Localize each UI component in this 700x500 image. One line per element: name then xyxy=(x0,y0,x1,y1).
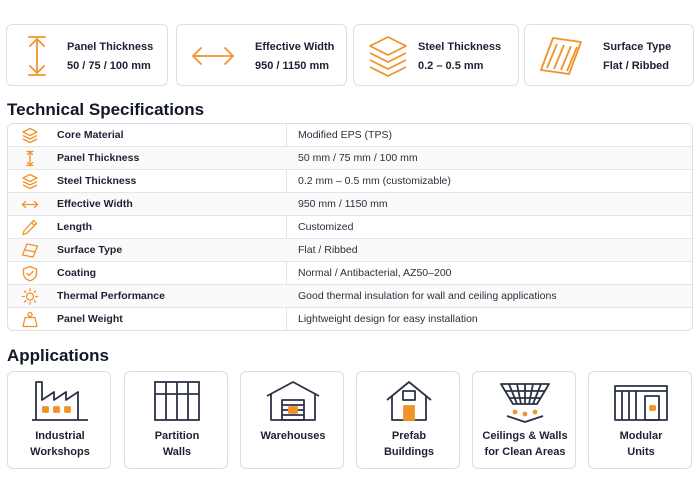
spec-label: Length xyxy=(57,221,92,233)
horizontal-width-arrow-icon xyxy=(189,32,237,80)
table-row xyxy=(8,170,693,193)
application-label: Walls xyxy=(162,446,192,458)
spec-label: Coating xyxy=(57,267,97,279)
table-row xyxy=(8,308,693,331)
vertical-thickness-arrow-icon xyxy=(13,32,61,80)
spec-label: Core Material xyxy=(57,129,124,141)
spec-label: Steel Thickness xyxy=(57,175,137,187)
spec-value: Customized xyxy=(298,221,354,233)
table-row xyxy=(8,193,693,216)
application-label: Partition xyxy=(154,430,200,442)
feature-title: Effective Width xyxy=(255,41,335,53)
width-arrow-icon xyxy=(21,196,39,213)
feature-cards xyxy=(6,24,694,86)
spec-label: Panel Thickness xyxy=(57,152,140,164)
specs-heading: Technical Specifications xyxy=(7,100,205,119)
ribbed-panel-icon xyxy=(537,32,585,80)
feature-value: 950 / 1150 mm xyxy=(255,60,330,72)
partition-wall-icon xyxy=(147,378,207,424)
feature-value: Flat / Ribbed xyxy=(603,60,669,72)
application-card-prefab-buildings xyxy=(356,371,460,469)
spec-value: 50 mm / 75 mm / 100 mm xyxy=(298,152,418,164)
table-row xyxy=(8,124,693,147)
application-label: Prefab xyxy=(391,430,427,442)
layers-icon xyxy=(21,127,39,144)
pencil-icon xyxy=(21,219,39,236)
application-card-clean-areas xyxy=(472,371,576,469)
weight-icon xyxy=(21,311,39,328)
application-label: Ceilings & Walls xyxy=(482,430,568,442)
application-card-partition-walls xyxy=(124,371,228,469)
spec-label: Effective Width xyxy=(57,198,133,210)
panel-icon xyxy=(21,242,39,259)
spec-label: Panel Weight xyxy=(57,313,123,325)
feature-title: Surface Type xyxy=(603,41,672,53)
application-label: for Clean Areas xyxy=(484,446,566,458)
feature-title: Steel Thickness xyxy=(418,41,502,53)
spec-label: Thermal Performance xyxy=(57,290,165,302)
table-row xyxy=(8,239,693,262)
application-card-industrial-workshops xyxy=(7,371,111,469)
feature-card-effective-width xyxy=(176,24,347,86)
warehouse-icon xyxy=(263,378,323,424)
feature-value: 50 / 75 / 100 mm xyxy=(67,60,151,72)
modular-unit-icon xyxy=(611,378,671,424)
application-label: Units xyxy=(627,446,655,458)
cleanroom-ceiling-icon xyxy=(495,378,555,424)
specs-table xyxy=(7,123,693,331)
spec-value: Lightweight design for easy installation xyxy=(298,313,478,325)
application-card-warehouses xyxy=(240,371,344,469)
thickness-icon xyxy=(21,150,39,167)
feature-title: Panel Thickness xyxy=(67,41,154,53)
feature-card-steel-thickness xyxy=(353,24,519,86)
application-label: Warehouses xyxy=(260,430,326,442)
application-label: Industrial xyxy=(35,430,85,442)
applications-heading: Applications xyxy=(7,346,110,365)
table-row xyxy=(8,262,693,285)
application-card-modular-units xyxy=(588,371,692,469)
spec-value: Good thermal insulation for wall and ceiling applications xyxy=(298,290,557,302)
table-row xyxy=(8,285,693,308)
spec-value: 950 mm / 1150 mm xyxy=(298,198,388,210)
application-label: Buildings xyxy=(383,446,435,458)
table-row xyxy=(8,216,693,239)
shield-check-icon xyxy=(21,265,39,282)
application-label: Workshops xyxy=(30,446,90,458)
table-row xyxy=(8,147,693,170)
feature-card-panel-thickness xyxy=(6,24,168,86)
spec-value: Modified EPS (TPS) xyxy=(298,129,392,141)
application-label: Modular xyxy=(619,430,663,442)
spec-value: Normal / Antibacterial, AZ50–200 xyxy=(298,267,452,279)
spec-value: 0.2 mm – 0.5 mm (customizable) xyxy=(298,175,451,187)
house-icon xyxy=(379,378,439,424)
layers-icon xyxy=(21,173,39,190)
factory-icon xyxy=(30,378,90,424)
spec-value: Flat / Ribbed xyxy=(298,244,358,256)
feature-card-surface-type xyxy=(524,24,694,86)
sun-icon xyxy=(21,288,39,305)
stacked-layers-icon xyxy=(364,32,412,80)
feature-value: 0.2 – 0.5 mm xyxy=(418,60,484,72)
spec-label: Surface Type xyxy=(57,244,123,256)
